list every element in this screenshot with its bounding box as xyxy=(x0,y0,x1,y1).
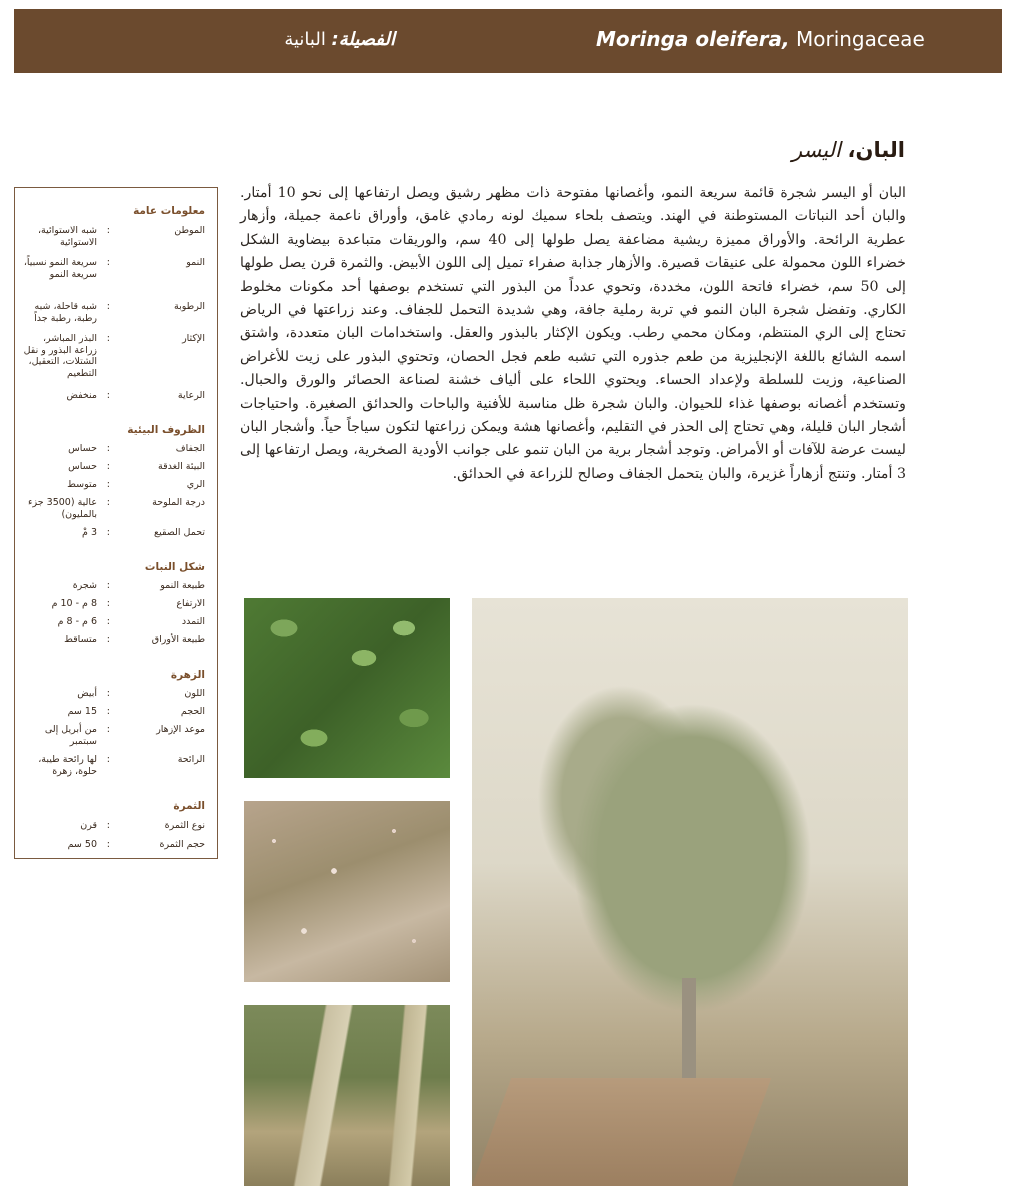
info-label: حجم الثمرة xyxy=(159,839,205,850)
latin-name: Moringa oleifera, xyxy=(596,27,790,51)
page-title xyxy=(792,138,905,162)
info-label: تحمل الصقيع xyxy=(154,527,205,538)
info-label: الري xyxy=(186,479,205,490)
info-value: شبه قاحلة، شبه رطبة، رطبة جداً xyxy=(34,301,97,324)
info-label: طبيعة الأوراق xyxy=(151,634,205,645)
info-label: الجفاف xyxy=(175,443,205,454)
info-label: نوع الثمرة xyxy=(164,820,205,831)
info-value: شبه الاستوائية، الاستوائية xyxy=(37,225,97,248)
info-sidebar: معلومات عامة الموطن : شبه الاستوائية، الاستوائية النمو : سريعة النمو نسبياً، سريعة النمو الرطوبة : شبه قاحلة، شبه رطبة، رطبة جداً الإكثار : البذر المباشر، زراعة البذور و نقل الشتلات، التعقيل، التطعيم الرعاية : منخفض الظروف البيئية الجفاف : حساس البيئة الغدقة : حساس الري : متوسط درجة الملوحة : عالية (3500 جزء بالمليون) تحمل الصقيع : 3 مْ شكل النبات طبيعة النمو : شجرة الارتفاع : 8 م - 10 م التمدد : 6 م - 8 م طبيعة الأوراق : متساقط الزهرة اللون : أبيض الحجم : 15 سم موعد الإزهار : من أبريل إلى سبتمبر الرائحة : لها رائحة طيبة، حلوة، زهرة الثمرة نوع الثمرة : قرن حجم الثمرة : 50 سم xyxy=(14,187,218,859)
info-value: متوسط xyxy=(67,479,97,490)
info-label: الرعاية xyxy=(177,390,205,401)
info-label: اللون xyxy=(184,688,205,699)
info-value: عالية (3500 جزء بالمليون) xyxy=(28,497,97,520)
info-value: شجرة xyxy=(72,580,97,591)
info-value: من أبريل إلى سبتمبر xyxy=(44,724,97,747)
header-band xyxy=(14,9,1002,73)
info-label: البيئة الغدقة xyxy=(158,461,205,472)
flowers-photo xyxy=(244,801,450,982)
info-label: التمدد xyxy=(181,616,205,627)
seed-pods-photo xyxy=(244,1005,450,1186)
info-label: الحجم xyxy=(180,706,205,717)
family-label: الفصيلة: xyxy=(331,29,395,50)
info-value: 8 م - 10 م xyxy=(51,598,97,609)
info-value: قرن xyxy=(80,820,97,831)
info-value: متساقط xyxy=(64,634,97,645)
garden-wall xyxy=(472,1078,771,1186)
info-value: حساس xyxy=(68,461,97,472)
info-label: طبيعة النمو xyxy=(160,580,205,591)
section-general-title: معلومات عامة xyxy=(133,205,205,217)
info-label: الإكثار xyxy=(182,333,205,344)
info-value: منخفض xyxy=(66,390,97,401)
family-value: البانية xyxy=(284,29,332,50)
info-value: البذر المباشر، زراعة البذور و نقل الشتلات، التعقيل، التطعيم xyxy=(23,333,97,379)
title-alt: اليسر xyxy=(791,138,848,162)
section-fruit-title: الثمرة xyxy=(173,800,205,812)
info-label: الارتفاع xyxy=(176,598,205,609)
scientific-name xyxy=(596,27,925,51)
info-value: أبيض xyxy=(77,688,97,699)
info-value: 50 سم xyxy=(67,839,97,850)
latin-family: Moringaceae xyxy=(789,27,925,51)
info-value: 15 سم xyxy=(67,706,97,717)
info-value: سريعة النمو نسبياً، سريعة النمو xyxy=(23,257,97,280)
leaves-photo xyxy=(244,598,450,778)
section-environment-title: الظروف البيئية xyxy=(127,424,205,436)
tree-photo xyxy=(472,598,908,1186)
info-value: 3 مْ xyxy=(82,527,97,538)
info-value: لها رائحة طيبة، حلوة، زهرة xyxy=(38,754,97,777)
section-form-title: شكل النبات xyxy=(144,561,205,573)
info-label: الرطوبة xyxy=(174,301,205,312)
info-label: درجة الملوحة xyxy=(152,497,205,508)
info-label: النمو xyxy=(186,257,205,268)
info-value: حساس xyxy=(68,443,97,454)
family-arabic xyxy=(284,29,395,50)
info-label: موعد الإزهار xyxy=(156,724,205,735)
info-value: 6 م - 8 م xyxy=(57,616,97,627)
title-main: البان، xyxy=(847,138,905,162)
info-label: الموطن xyxy=(174,225,205,236)
description-text: البان أو اليسر شجرة قائمة سريعة النمو، وأغصانها مفتوحة ذات مظهر رشيق ويصل ارتفاعها إلى نحو 10 أمتار. والبان أحد النباتات المستوطنة في الهند. ويتصف بلحاء سميك لونه رمادي غامق، وأوراق ناعمة جميلة، وأزهار عطرية الرائحة. والأوراق مميزة ريشية مضاعفة يصل طولها إلى 40 سم، والوريقات متباعدة بيضاوية الشكل خضراء اللون محمولة على عنيقات قصيرة. والأزهار جذابة صفراء تميل إلى اللون الأبيض. والثمرة قرن يصل طولها إلى 50 سم، خضراء فاتحة اللون، مخددة، وتحوي عدداً من البذور التي تستخدم بوصفها أحد مكونات مخلوط الكاري. وتفضل شجرة البان النمو في تربة رملية جافة، وهي شديدة التحمل للجفاف. وعند زراعتها في الرياض تحتاج إلى الري المنتظم، ومكان محمي رطب. ويكون الإكثار بالبذور والعقل. واستخدامات البان متعددة، واشتق اسمه الشائع باللغة الإنجليزية من طعم جذوره التي تشبه طعم فجل الحصان، وتحتوي البذور على زيت للأغراض الصناعية، وزيت للسلطة ولإعداد الحساء. ويحتوي اللحاء على ألياف خشنة لصناعة الحصائر والورق والحبال. وتستخدم أغصانه بوصفها غذاء للحيوان. والبان شجرة ظل مناسبة للأفنية والباحات والحدائق الصغيرة. واحتياجات أشجار البان قليلة، وهي تحتاج إلى الحذر في التقليم، وأغصانها هشة ويمكن زراعتها لتكون سياجاً حياً. وأشجار البان ليست عرضة للآفات أو الأمراض. وتوجد أشجار برية من البان تنمو على جوانب الأودية الصخرية، ويصل ارتفاعها إلى 3 أمتار. وتنتج أزهاراً غزيرة، والبان يتحمل الجفاف وصالح للزراعة في الحدائق. xyxy=(240,185,906,482)
info-label: الرائحة xyxy=(177,754,205,765)
section-flower-title: الزهرة xyxy=(170,669,205,681)
